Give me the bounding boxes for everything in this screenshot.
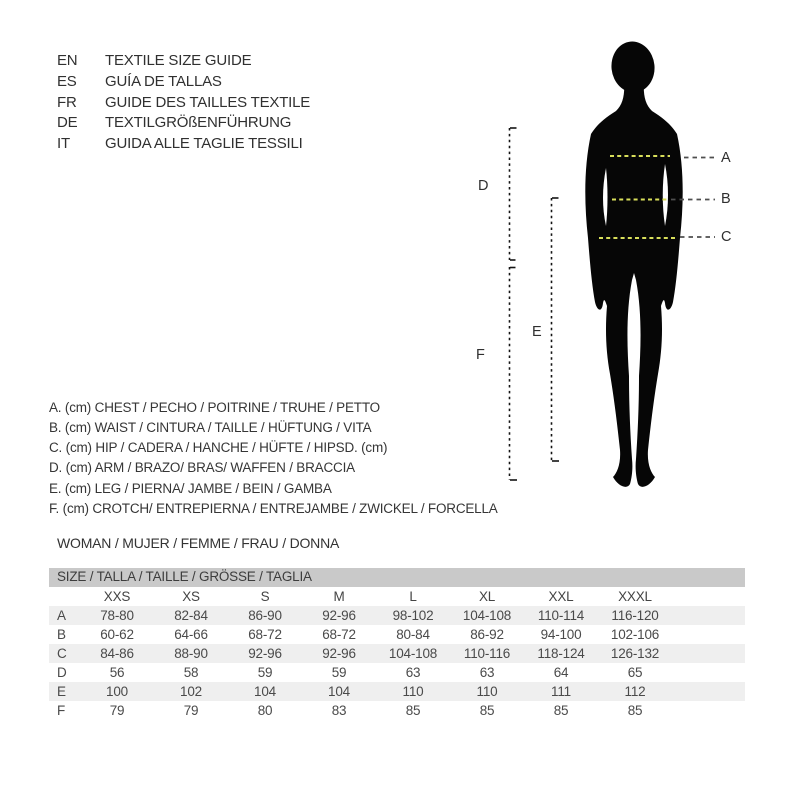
language-title: TEXTILE SIZE GUIDE (105, 52, 252, 69)
language-code: ES (57, 72, 77, 90)
column-header-xxxl: XXXL (618, 588, 652, 604)
table-row-c (49, 644, 745, 663)
size-cell: 116-120 (611, 607, 659, 623)
size-cell: 110-114 (537, 607, 585, 623)
size-cell: 102-106 (610, 626, 660, 642)
size-cell: 63 (405, 664, 421, 680)
column-header-s: S (260, 588, 270, 604)
size-cell: 104 (328, 683, 350, 699)
table-title-bar: SIZE / TALLA / TAILLE / GRÖSSE / TAGLIA (49, 568, 745, 587)
size-cell: 92-96 (248, 645, 282, 661)
legend-item-leg: E. (cm) LEG / PIERNA/ JAMBE / BEIN / GAMBA (49, 480, 332, 496)
size-cell: 65 (627, 664, 643, 680)
section-title: WOMAN / MUJER / FEMME / FRAU / DONNA (57, 535, 340, 551)
size-cell: 110 (476, 683, 498, 699)
legend-item-hip: C. (cm) HIP / CADERA / HANCHE / HÜFTE / HIPSD. (cm) (49, 440, 388, 456)
size-cell: 118-124 (537, 645, 585, 661)
size-table (49, 568, 745, 720)
language-title: GUIDE DES TAILLES TEXTILE (105, 93, 311, 111)
size-cell: 104-108 (388, 645, 438, 661)
column-header-l: L (409, 588, 417, 604)
size-cell: 85 (627, 702, 643, 718)
size-cell: 78-80 (100, 607, 134, 623)
language-code: EN (57, 52, 78, 69)
size-cell: 79 (109, 702, 125, 718)
size-cell: 86-92 (470, 626, 504, 642)
row-label: C (57, 645, 67, 661)
size-cell: 104 (254, 683, 276, 699)
size-cell: 85 (479, 702, 495, 718)
size-cell: 58 (183, 664, 199, 680)
size-cell: 126-132 (610, 645, 660, 661)
legend-item-arm: D. (cm) ARM / BRAZO/ BRAS/ WAFFEN / BRACCIA (49, 460, 355, 476)
language-title: GUÍA DE TALLAS (105, 72, 222, 90)
row-label: E (57, 683, 66, 699)
woman-silhouette (585, 39, 682, 486)
language-code: IT (57, 135, 70, 153)
size-cell: 59 (331, 664, 347, 680)
column-header-xl: XL (478, 588, 496, 604)
table-row-f (49, 701, 745, 720)
size-cell: 59 (257, 664, 273, 680)
legend-item-waist: B. (cm) WAIST / CINTURA / TAILLE / HÜFTUNG / VITA (49, 420, 372, 436)
column-header-m: M (333, 588, 345, 604)
size-cell: 85 (553, 702, 569, 718)
size-cell: 104-108 (462, 607, 512, 623)
marker-label-chest: A (721, 150, 731, 166)
marker-label-hip: C (721, 229, 732, 245)
marker-label-crotch: F (476, 347, 485, 363)
size-cell: 64 (553, 664, 569, 680)
language-code: DE (57, 114, 78, 132)
table-row-b (49, 625, 745, 644)
length-lines (510, 128, 560, 480)
size-cell: 80-84 (396, 626, 430, 642)
size-cell: 56 (109, 664, 125, 680)
size-cell: 63 (479, 664, 495, 680)
row-label: A (57, 607, 66, 623)
table-row-d (49, 663, 745, 682)
marker-label-arm: D (478, 178, 489, 194)
column-header-xxs: XXS (103, 588, 131, 604)
row-label: B (57, 626, 66, 642)
size-cell: 68-72 (322, 626, 356, 642)
size-cell: 100 (106, 683, 128, 699)
size-cell: 83 (331, 702, 347, 718)
measurement-legend (49, 398, 498, 519)
size-cell: 98-102 (392, 607, 434, 623)
size-cell: 112 (624, 683, 646, 699)
language-title: TEXTILGRÖßENFÜHRUNG (105, 114, 292, 132)
column-header-xs: XS (182, 588, 200, 604)
size-cell: 92-96 (322, 607, 356, 623)
size-cell: 79 (183, 702, 199, 718)
table-row-a (49, 606, 745, 625)
size-cell: 86-90 (248, 607, 282, 623)
size-cell: 92-96 (322, 645, 356, 661)
column-header-xxl: XXL (548, 588, 574, 604)
size-cell: 85 (405, 702, 421, 718)
size-cell: 102 (180, 683, 202, 699)
marker-label-waist: B (721, 191, 731, 207)
size-cell: 110 (402, 683, 424, 699)
size-cell: 60-62 (100, 626, 134, 642)
legend-item-chest: A. (cm) CHEST / PECHO / POITRINE / TRUHE / PETTO (49, 400, 380, 415)
size-cell: 94-100 (540, 626, 582, 642)
size-cell: 84-86 (100, 645, 134, 661)
language-title: GUIDA ALLE TAGLIE TESSILI (105, 135, 303, 153)
language-code: FR (57, 93, 77, 111)
size-cell: 82-84 (174, 607, 208, 623)
row-label: D (57, 664, 67, 680)
marker-label-leg: E (532, 324, 542, 340)
size-cell: 88-90 (174, 645, 208, 661)
legend-item-crotch: F. (cm) CROTCH/ ENTREPIERNA / ENTREJAMBE / ZWICKEL / FORCELLA (49, 500, 498, 516)
size-cell: 111 (551, 683, 571, 699)
row-label: F (57, 702, 66, 718)
size-cell: 64-66 (174, 626, 208, 642)
size-cell: 110-116 (463, 645, 511, 661)
table-row-e (49, 682, 745, 701)
size-cell: 80 (257, 702, 273, 718)
size-header-row (49, 587, 745, 606)
size-cell: 68-72 (248, 626, 282, 642)
